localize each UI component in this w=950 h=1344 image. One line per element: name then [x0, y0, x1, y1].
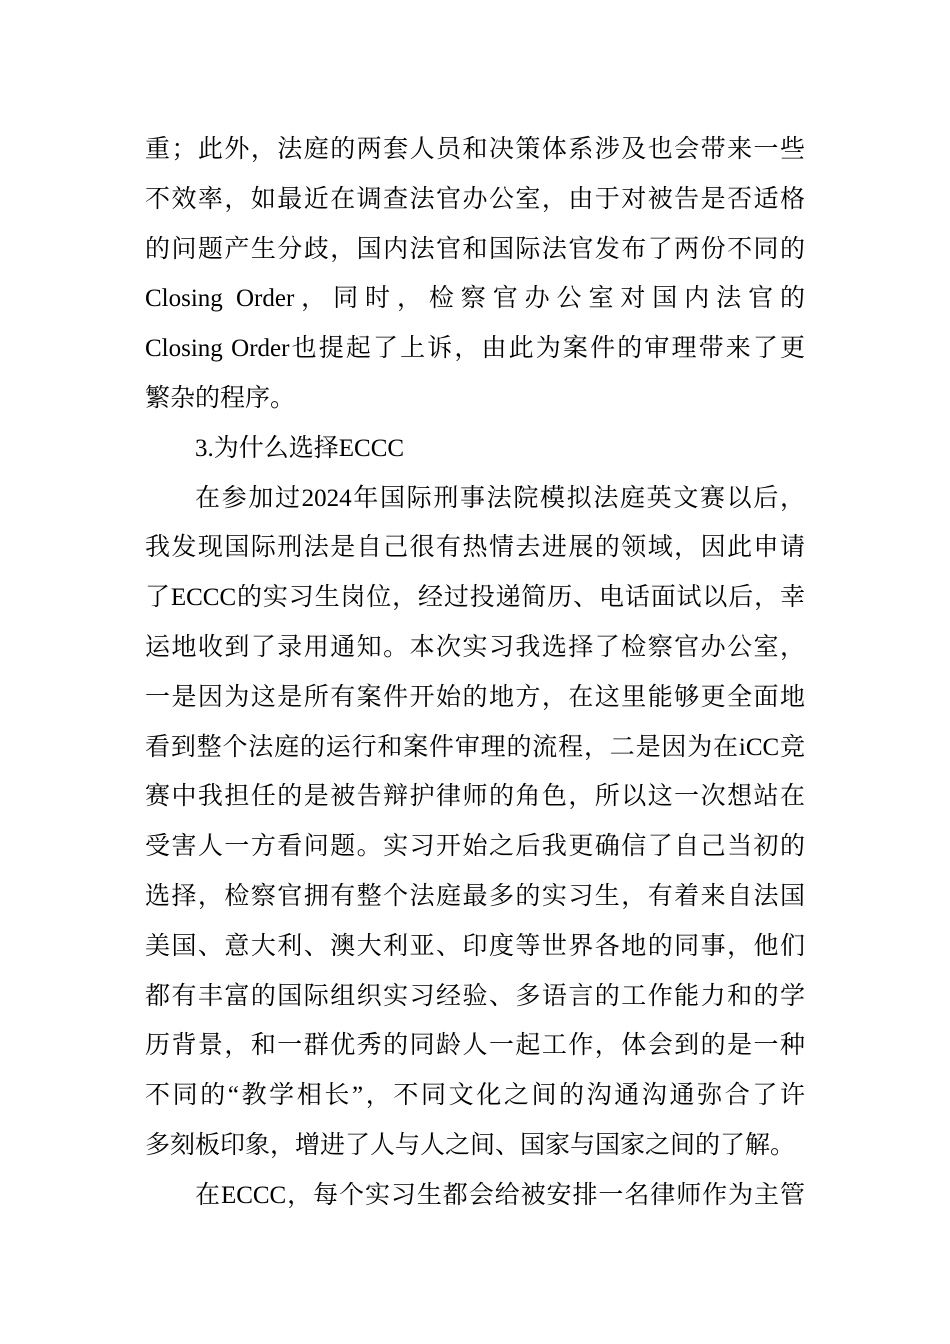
text-line: 选择，检察官拥有整个法庭最多的实习生，有着来自法国 — [145, 882, 805, 910]
text-line: 多刻板印象，增进了人与人之间、国家与国家之间的了解。 — [145, 1131, 796, 1159]
text-line: 看到整个法庭的运行和案件审理的流程，二是因为在iCC竞 — [145, 733, 805, 761]
text-line: 在ECCC，每个实习生都会给被安排一名律师作为主管 — [195, 1181, 805, 1209]
text-line: 重；此外，法庭的两套人员和决策体系涉及也会带来一些 — [145, 136, 805, 163]
text-line: 了ECCC的实习生岗位，经过投递简历、电话面试以后，幸 — [145, 584, 805, 612]
text-line: 不效率，如最近在调查法官办公室，由于对被告是否适格 — [145, 185, 805, 213]
text-line: 都有丰富的国际组织实习经验、多语言的工作能力和的学 — [145, 982, 805, 1010]
text-line: 赛中我担任的是被告辩护律师的角色，所以这一次想站在 — [145, 783, 805, 811]
paragraph-continued — [145, 125, 805, 424]
text-line: 运地收到了录用通知。本次实习我选择了检察官办公室， — [145, 633, 805, 661]
text-line: 我发现国际刑法是自己很有热情去进展的领域，因此申请 — [145, 534, 805, 562]
text-line: Closing Order，同时，检察官办公室对国内法官的 — [145, 285, 805, 313]
text-line: 美国、意大利、澳大利亚、印度等世界各地的同事，他们 — [145, 932, 805, 960]
text-line: 不同的“教学相长”，不同文化之间的沟通沟通弥合了许 — [145, 1082, 805, 1110]
text-line: 繁杂的程序。 — [145, 384, 296, 412]
section-heading: 3.为什么选择ECCC — [195, 434, 405, 462]
text-line: 一是因为这是所有案件开始的地方，在这里能够更全面地 — [145, 683, 805, 711]
paragraph-supervisor — [145, 1171, 805, 1221]
text-line: 受害人一方看问题。实习开始之后我更确信了自己当初的 — [145, 833, 805, 861]
paragraph-why-eccc — [145, 474, 805, 1171]
text-line: 的问题产生分歧，国内法官和国际法官发布了两份不同的 — [145, 235, 805, 263]
text-line: 在参加过2024年国际刑事法院模拟法庭英文赛以后， — [195, 484, 805, 512]
text-line: 历背景，和一群优秀的同龄人一起工作，体会到的是一种 — [145, 1032, 805, 1060]
text-line: Closing Order也提起了上诉，由此为案件的审理带来了更 — [145, 335, 805, 363]
